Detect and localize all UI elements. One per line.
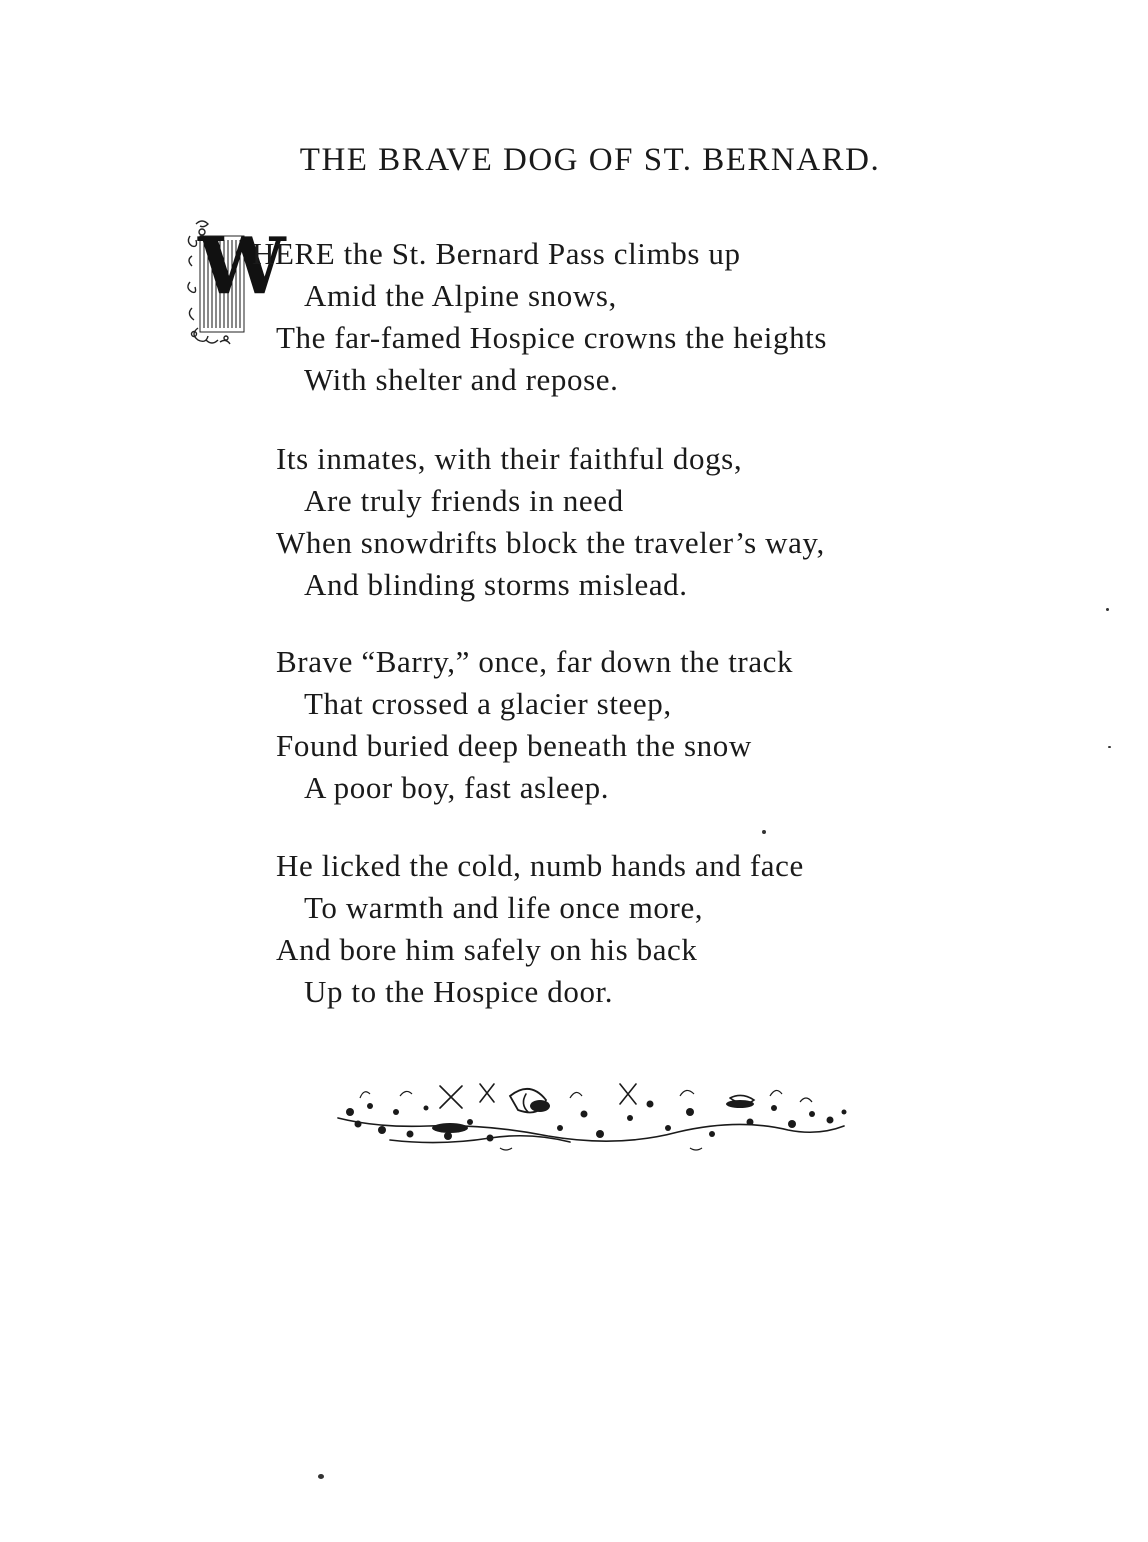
poem-title: THE BRAVE DOG OF ST. BERNARD. bbox=[299, 142, 881, 178]
scan-speck bbox=[318, 1474, 324, 1479]
poem-line: When snowdrifts block the traveler’s way, bbox=[276, 525, 825, 560]
poem-line: A poor boy, fast asleep. bbox=[304, 770, 610, 805]
poem-line: That crossed a glacier steep, bbox=[304, 686, 672, 721]
poem-line: Its inmates, with their faithful dogs, bbox=[276, 441, 743, 476]
poem-line: And blinding storms mislead. bbox=[304, 567, 688, 602]
scan-speck bbox=[1108, 746, 1111, 748]
poem-line: He licked the cold, numb hands and face bbox=[276, 848, 804, 883]
scan-speck bbox=[1106, 608, 1109, 611]
poem-line: And bore him safely on his back bbox=[276, 932, 698, 967]
stanza-2 bbox=[276, 438, 825, 606]
poem-line: Are truly friends in need bbox=[304, 483, 624, 518]
stanza-4 bbox=[276, 845, 804, 1013]
poem-line: Up to the Hospice door. bbox=[304, 974, 614, 1009]
poem-line: Found buried deep beneath the snow bbox=[276, 728, 752, 763]
poem-line bbox=[252, 233, 827, 275]
first-line-text: HERE the St. Bernard Pass climbs up bbox=[252, 236, 741, 271]
floral-vignette-icon bbox=[330, 1078, 852, 1156]
drop-cap-letter: W bbox=[198, 221, 286, 312]
stanza-1 bbox=[252, 233, 828, 401]
poem-line: Brave “Barry,” once, far down the track bbox=[276, 644, 794, 679]
poem-line: To warmth and life once more, bbox=[304, 890, 704, 925]
poem-line: Amid the Alpine snows, bbox=[304, 278, 617, 313]
poem-line: With shelter and repose. bbox=[304, 362, 619, 397]
scan-speck bbox=[762, 830, 766, 834]
poem-line: The far-famed Hospice crowns the heights bbox=[276, 320, 828, 355]
stanza-3 bbox=[276, 641, 793, 809]
